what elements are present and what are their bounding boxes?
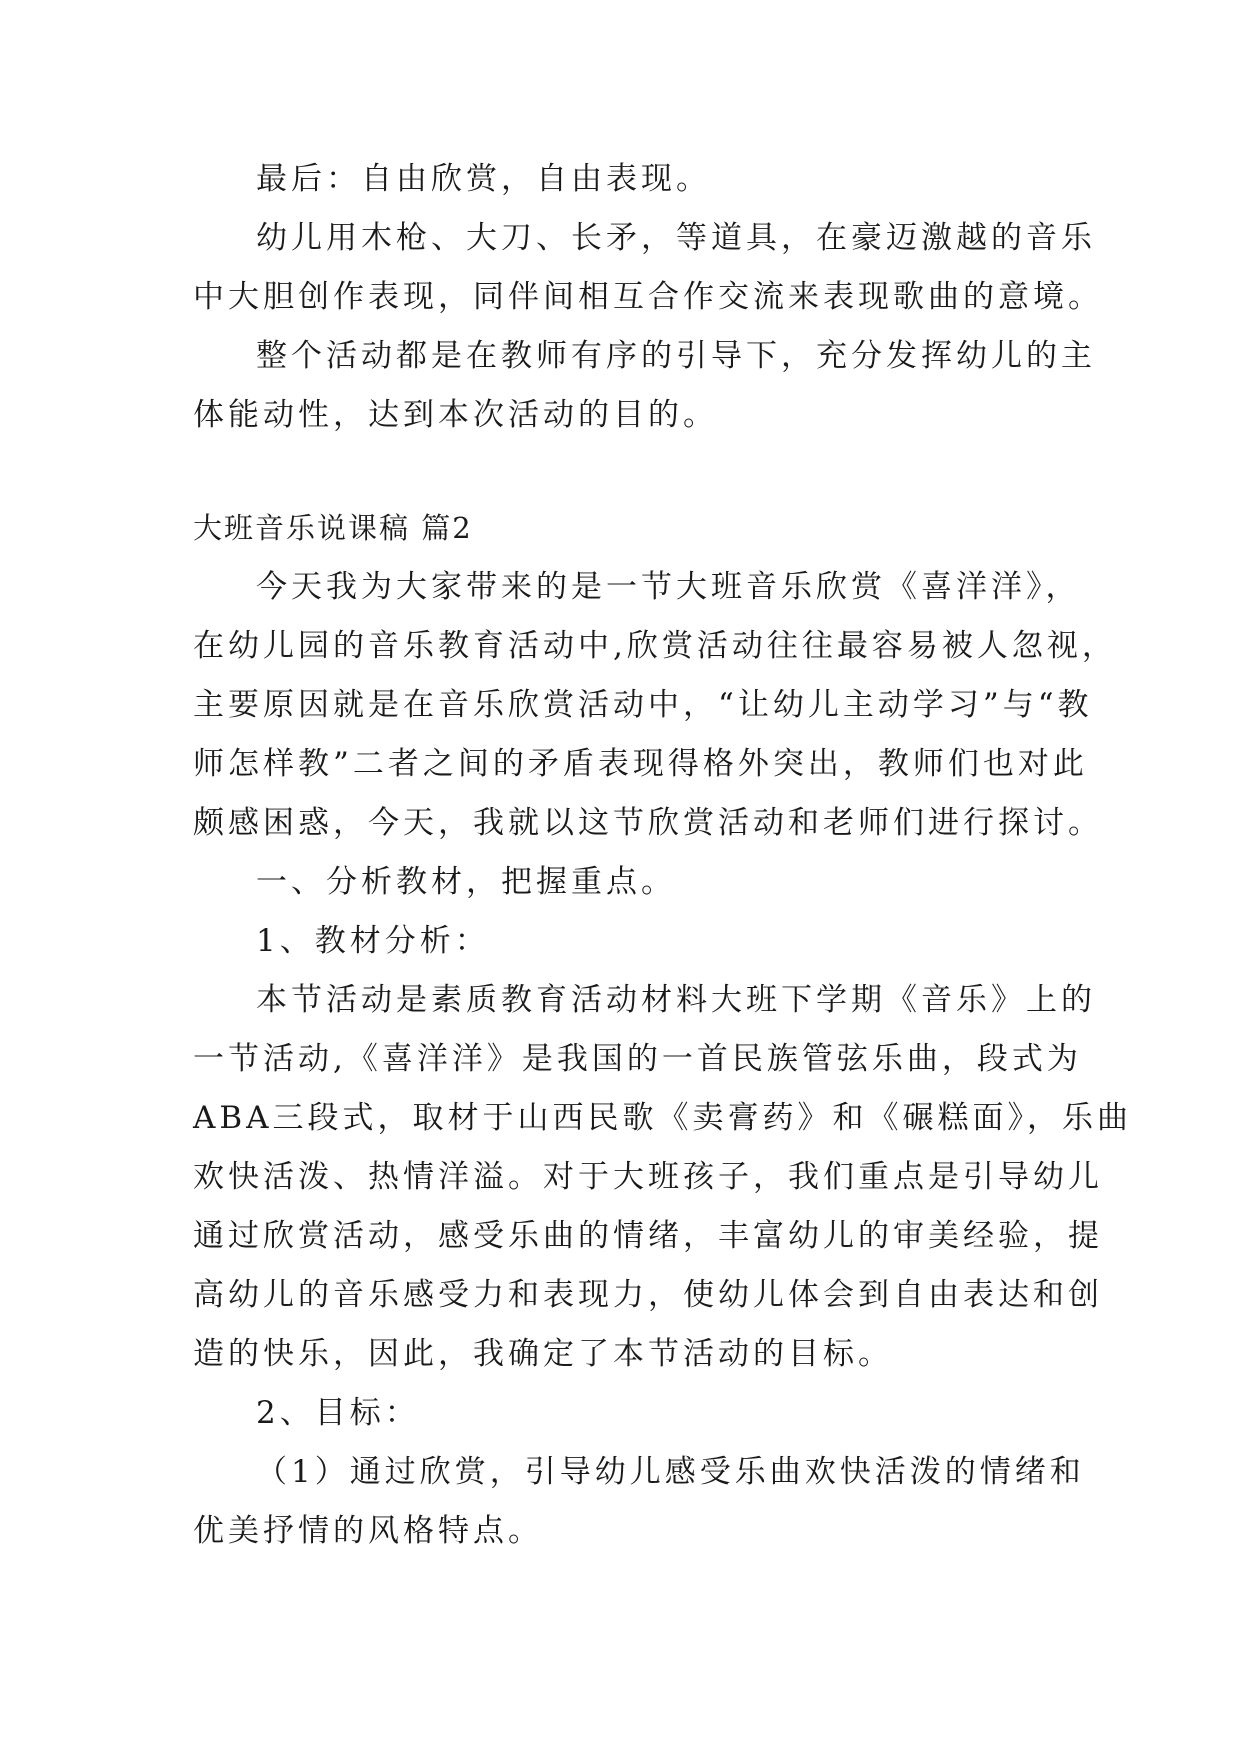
paragraph-line: 欢快活泼、热情洋溢。对于大班孩子，我们重点是引导幼儿: [193, 1159, 1103, 1195]
paragraph-line: 2、目标：: [256, 1395, 420, 1431]
paragraph-line: ABA三段式，取材于山西民歌《卖膏药》和《碾糕面》，乐曲: [193, 1100, 1133, 1136]
section-heading: 大班音乐说课稿 篇2: [193, 511, 473, 545]
paragraph-line: 颇感困惑，今天，我就以这节欣赏活动和老师们进行探讨。: [193, 805, 1103, 841]
paragraph-line: 主要原因就是在音乐欣赏活动中，“让幼儿主动学习”与“教: [193, 687, 1093, 723]
paragraph-line: 最后：自由欣赏，自由表现。: [256, 161, 711, 197]
paragraph-line: 1、教材分析：: [256, 923, 490, 959]
paragraph-line: 幼儿用木枪、大刀、长矛，等道具，在豪迈激越的音乐: [256, 220, 1096, 256]
paragraph-line: 通过欣赏活动，感受乐曲的情绪，丰富幼儿的审美经验，提: [193, 1218, 1103, 1254]
document-page: [193, 150, 1133, 1561]
section-gap: [193, 445, 1073, 499]
paragraph-line: 整个活动都是在教师有序的引导下，充分发挥幼儿的主: [256, 338, 1096, 374]
paragraph-line: 造的快乐，因此，我确定了本节活动的目标。: [193, 1336, 893, 1372]
paragraph-line: 师怎样教”二者之间的矛盾表现得格外突出，教师们也对此: [193, 746, 1088, 782]
paragraph-line: 中大胆创作表现，同伴间相互合作交流来表现歌曲的意境。: [193, 279, 1103, 315]
paragraph-line: 今天我为大家带来的是一节大班音乐欣赏《喜洋洋》，: [256, 569, 1081, 605]
paragraph-line: 体能动性，达到本次活动的目的。: [193, 397, 718, 433]
paragraph-line: 优美抒情的风格特点。: [193, 1513, 543, 1549]
paragraph-line: 本节活动是素质教育活动材料大班下学期《音乐》上的: [256, 982, 1096, 1018]
paragraph-line: 一节活动,《喜洋洋》是我国的一首民族管弦乐曲，段式为: [193, 1041, 1082, 1077]
paragraph-line: 一、分析教材，把握重点。: [256, 864, 676, 900]
paragraph-line: 在幼儿园的音乐教育活动中,欣赏活动往往最容易被人忽视，: [193, 628, 1117, 664]
paragraph-line: （1）通过欣赏，引导幼儿感受乐曲欢快活泼的情绪和: [256, 1454, 1085, 1490]
paragraph-line: 高幼儿的音乐感受力和表现力，使幼儿体会到自由表达和创: [193, 1277, 1103, 1313]
